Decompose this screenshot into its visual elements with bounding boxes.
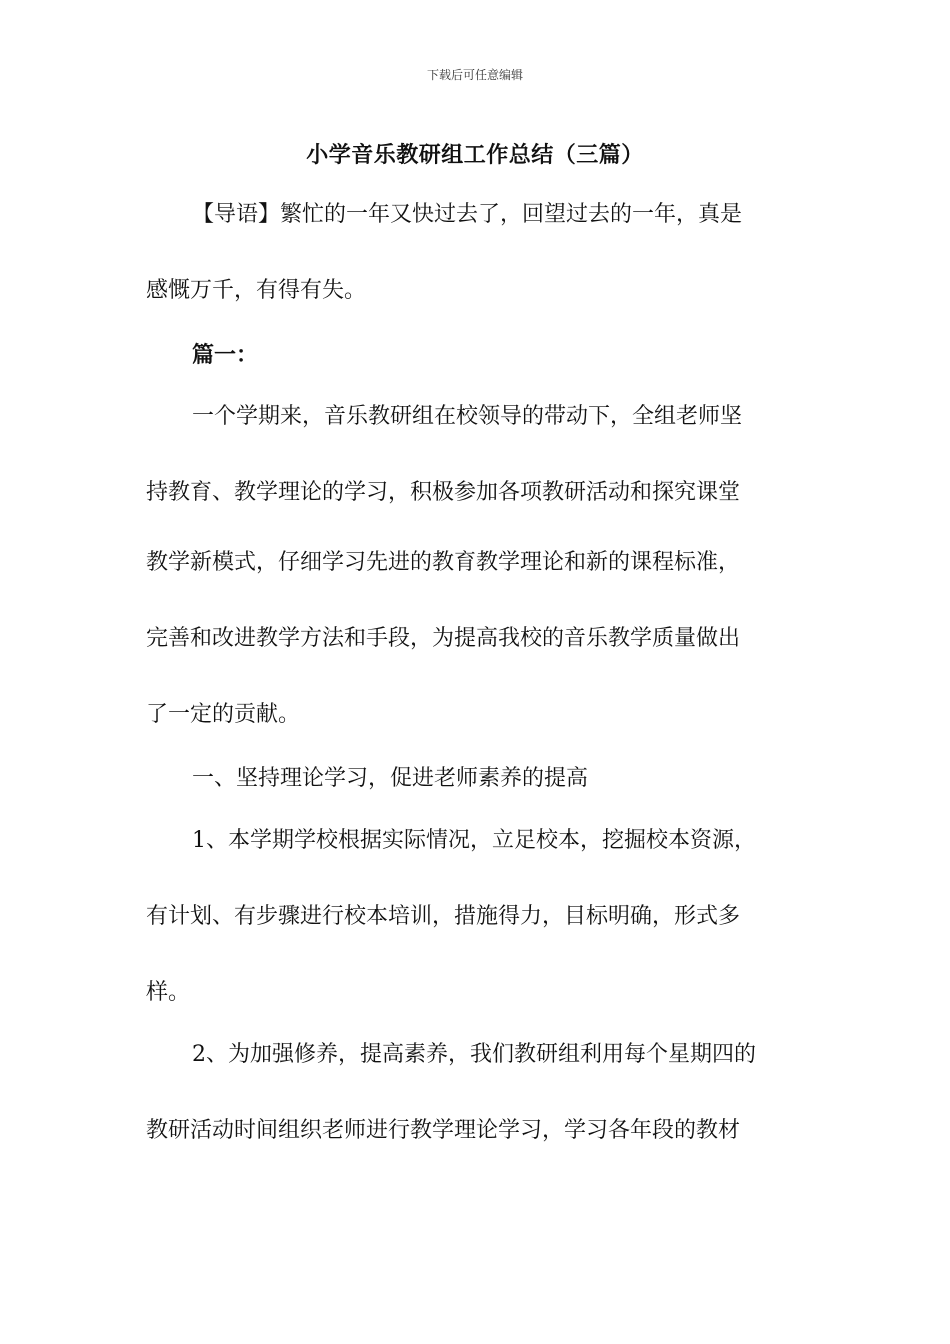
paragraph-line: 完善和改进教学方法和手段，为提高我校的音乐教学质量做出 xyxy=(146,626,741,651)
paragraph-line: 了一定的贡献。 xyxy=(146,702,301,727)
document-title: 小学音乐教研组工作总结（三篇） xyxy=(306,142,644,168)
paragraph-line: 有计划、有步骤进行校本培训，措施得力，目标明确，形式多 xyxy=(146,904,741,929)
section-heading: 篇一： xyxy=(192,342,259,368)
paragraph-line: 2、为加强修养，提高素养，我们教研组利用每个星期四的 xyxy=(192,1042,756,1067)
paragraph-line: 一个学期来，音乐教研组在校领导的带动下，全组老师坚 xyxy=(192,404,743,429)
paragraph-line: 样。 xyxy=(146,980,191,1005)
subsection-heading: 一、坚持理论学习，促进老师素养的提高 xyxy=(192,766,589,791)
header-note: 下载后可任意编辑 xyxy=(426,68,523,82)
paragraph-line: 教研活动时间组织老师进行教学理论学习，学习各年段的教材 xyxy=(146,1118,741,1143)
paragraph-line: 教学新模式，仔细学习先进的教育教学理论和新的课程标准， xyxy=(146,550,741,575)
paragraph-line: 【导语】繁忙的一年又快过去了，回望过去的一年，真是 xyxy=(192,202,743,227)
paragraph-line: 1、本学期学校根据实际情况，立足校本，挖掘校本资源， xyxy=(192,828,756,853)
paragraph-line: 感慨万千，有得有失。 xyxy=(146,278,367,303)
paragraph-line: 持教育、教学理论的学习，积极参加各项教研活动和探究课堂 xyxy=(146,480,741,505)
